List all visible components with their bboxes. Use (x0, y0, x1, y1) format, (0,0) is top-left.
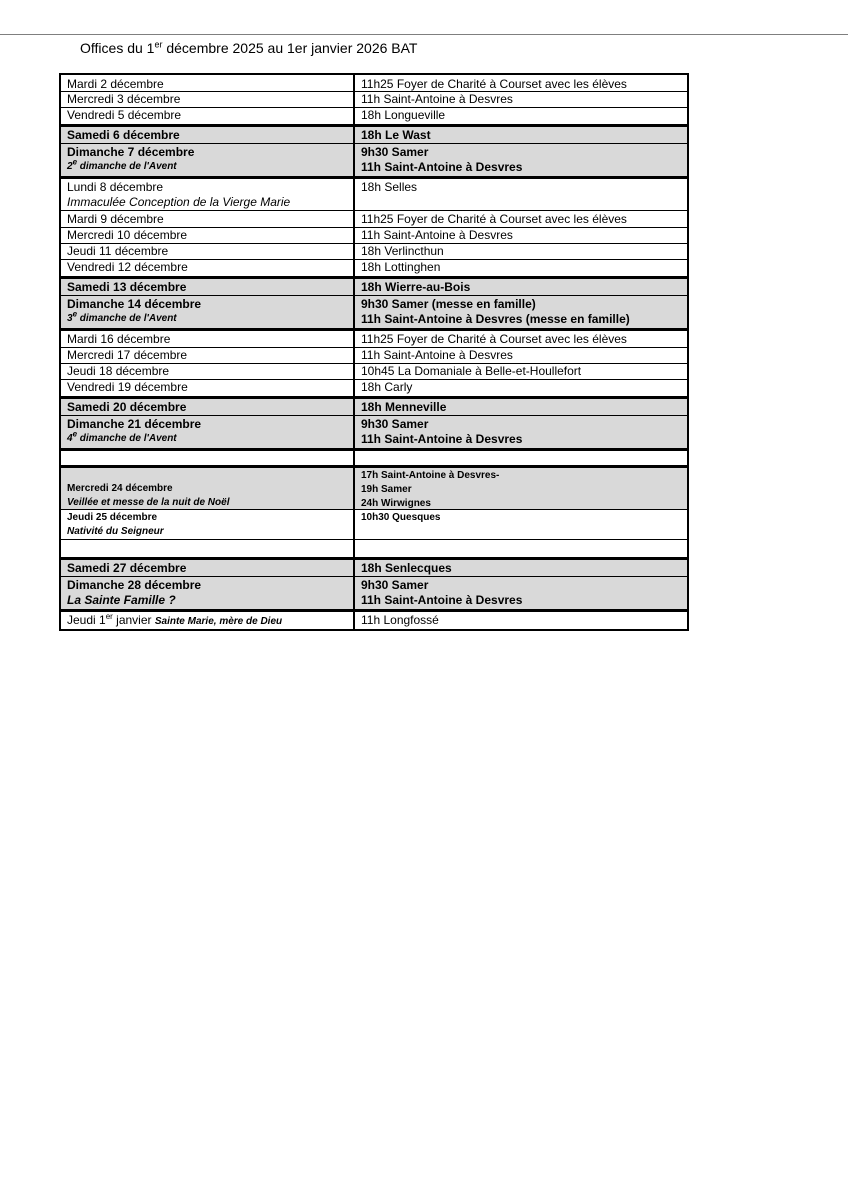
christmas-day-note: Nativité du Seigneur (67, 526, 164, 537)
weekend-group-4 (61, 557, 687, 609)
day-cell: Vendredi 12 décembre (61, 260, 355, 276)
weekend-group-2 (61, 276, 687, 328)
empty-cell (355, 451, 687, 465)
office-cell: 18h Le Wast (355, 127, 687, 144)
christmas-day-cell: Jeudi 25 décembre Nativité du Seigneur (61, 510, 355, 540)
schedule-table (59, 73, 689, 631)
office-cell: 9h30 Samer (messe en famille) 11h Saint-Antoine à Desvres (messe en famille) (361, 297, 630, 326)
office-cell: 9h30 Samer 11h Saint-Antoine à Desvres (361, 145, 523, 174)
office-cell: 17h Saint-Antoine à Desvres- 19h Samer 24h Wirwignes (355, 468, 687, 510)
office-cell: 18h Longueville (361, 108, 446, 122)
header-rule (0, 34, 848, 35)
day-cell: Samedi 27 décembre (61, 560, 355, 577)
weekend-group-1 (61, 124, 687, 176)
day-cell: Vendredi 19 décembre (61, 380, 355, 396)
new-year-group (61, 609, 687, 629)
office-cell: 18h Senlecques (355, 560, 687, 577)
liturgical-note: La Sainte Famille ? (67, 593, 176, 607)
office-cell: 18h Wierre-au-Bois (355, 279, 687, 296)
day-cell: Mardi 2 décembre (61, 75, 355, 92)
christmas-group (61, 465, 687, 557)
liturgical-note: 4e dimanche de l'Avent (67, 429, 177, 444)
sunday-cell (61, 296, 355, 328)
feast-cell: Lundi 8 décembre Immaculée Conception de la Vierge Marie (61, 179, 355, 211)
day-cell: Jeudi 18 décembre (61, 364, 355, 380)
feast-note: Immaculée Conception de la Vierge Marie (67, 195, 291, 209)
empty-cell (355, 540, 687, 557)
day-cell: Jeudi 11 décembre (61, 244, 355, 260)
christmas-eve-note: Veillée et messe de la nuit de Noël (67, 497, 230, 508)
day-label: Dimanche 28 décembre (67, 578, 202, 592)
office-cell: 18h Verlincthun (355, 244, 687, 260)
office-cell: 9h30 Samer 11h Saint-Antoine à Desvres (361, 578, 523, 607)
day-cell: Mercredi 17 décembre (61, 348, 355, 364)
week-group-2 (61, 176, 687, 276)
day-cell: Samedi 13 décembre (61, 279, 355, 296)
week-group-3 (61, 328, 687, 396)
liturgical-note: 3e dimanche de l'Avent (67, 309, 177, 324)
christmas-eve-cell: Mercredi 24 décembre Veillée et messe de la nuit de Noël (61, 468, 355, 510)
new-year-note: Sainte Marie, mère de Dieu (154, 616, 283, 627)
office-cell: 11h25 Foyer de Charité à Courset avec les élèves (355, 331, 687, 348)
day-cell: Vendredi 5 décembre (61, 108, 355, 124)
day-label: Dimanche 14 décembre (67, 297, 202, 311)
office-cell: 11h Saint-Antoine à Desvres (355, 228, 687, 244)
week-group-1 (61, 75, 687, 124)
sunday-cell (61, 144, 355, 176)
office-cell: 11h25 Foyer de Charité à Courset avec les élèves (355, 211, 687, 228)
office-cell: 9h30 Samer 11h Saint-Antoine à Desvres (361, 417, 523, 446)
sunday-cell (61, 577, 355, 609)
day-cell: Mardi 16 décembre (61, 331, 355, 348)
office-cell: 18h Lottinghen (361, 260, 441, 274)
office-cell: 18h Selles (355, 179, 687, 211)
office-cell: 11h Longfossé (361, 613, 439, 627)
office-cell: 10h30 Quesques (355, 510, 687, 540)
day-cell: Mercredi 10 décembre (61, 228, 355, 244)
spacer-row (61, 448, 687, 465)
liturgical-note: 2e dimanche de l'Avent (67, 157, 177, 172)
day-cell: Samedi 20 décembre (61, 399, 355, 416)
day-cell: Mercredi 3 décembre (61, 92, 355, 108)
empty-cell (61, 540, 355, 557)
office-cell: 18h Carly (361, 380, 413, 394)
office-cell: 11h Saint-Antoine à Desvres (355, 92, 687, 108)
sunday-cell (61, 416, 355, 448)
page-title: Offices du 1er décembre 2025 au 1er janvier 2026 BAT (80, 39, 418, 56)
weekend-group-3 (61, 396, 687, 448)
empty-cell (61, 451, 355, 465)
day-cell: Mardi 9 décembre (61, 211, 355, 228)
office-cell: 11h Saint-Antoine à Desvres (355, 348, 687, 364)
office-cell: 10h45 La Domaniale à Belle-et-Houllefort (355, 364, 687, 380)
office-cell: 18h Menneville (355, 399, 687, 416)
day-label: Dimanche 21 décembre (67, 417, 202, 431)
new-year-cell: Jeudi 1er janvier Sainte Marie, mère de Dieu (61, 612, 355, 629)
office-cell: 11h25 Foyer de Charité à Courset avec les élèves (355, 75, 687, 92)
day-cell: Samedi 6 décembre (61, 127, 355, 144)
day-label: Dimanche 7 décembre (67, 145, 195, 159)
